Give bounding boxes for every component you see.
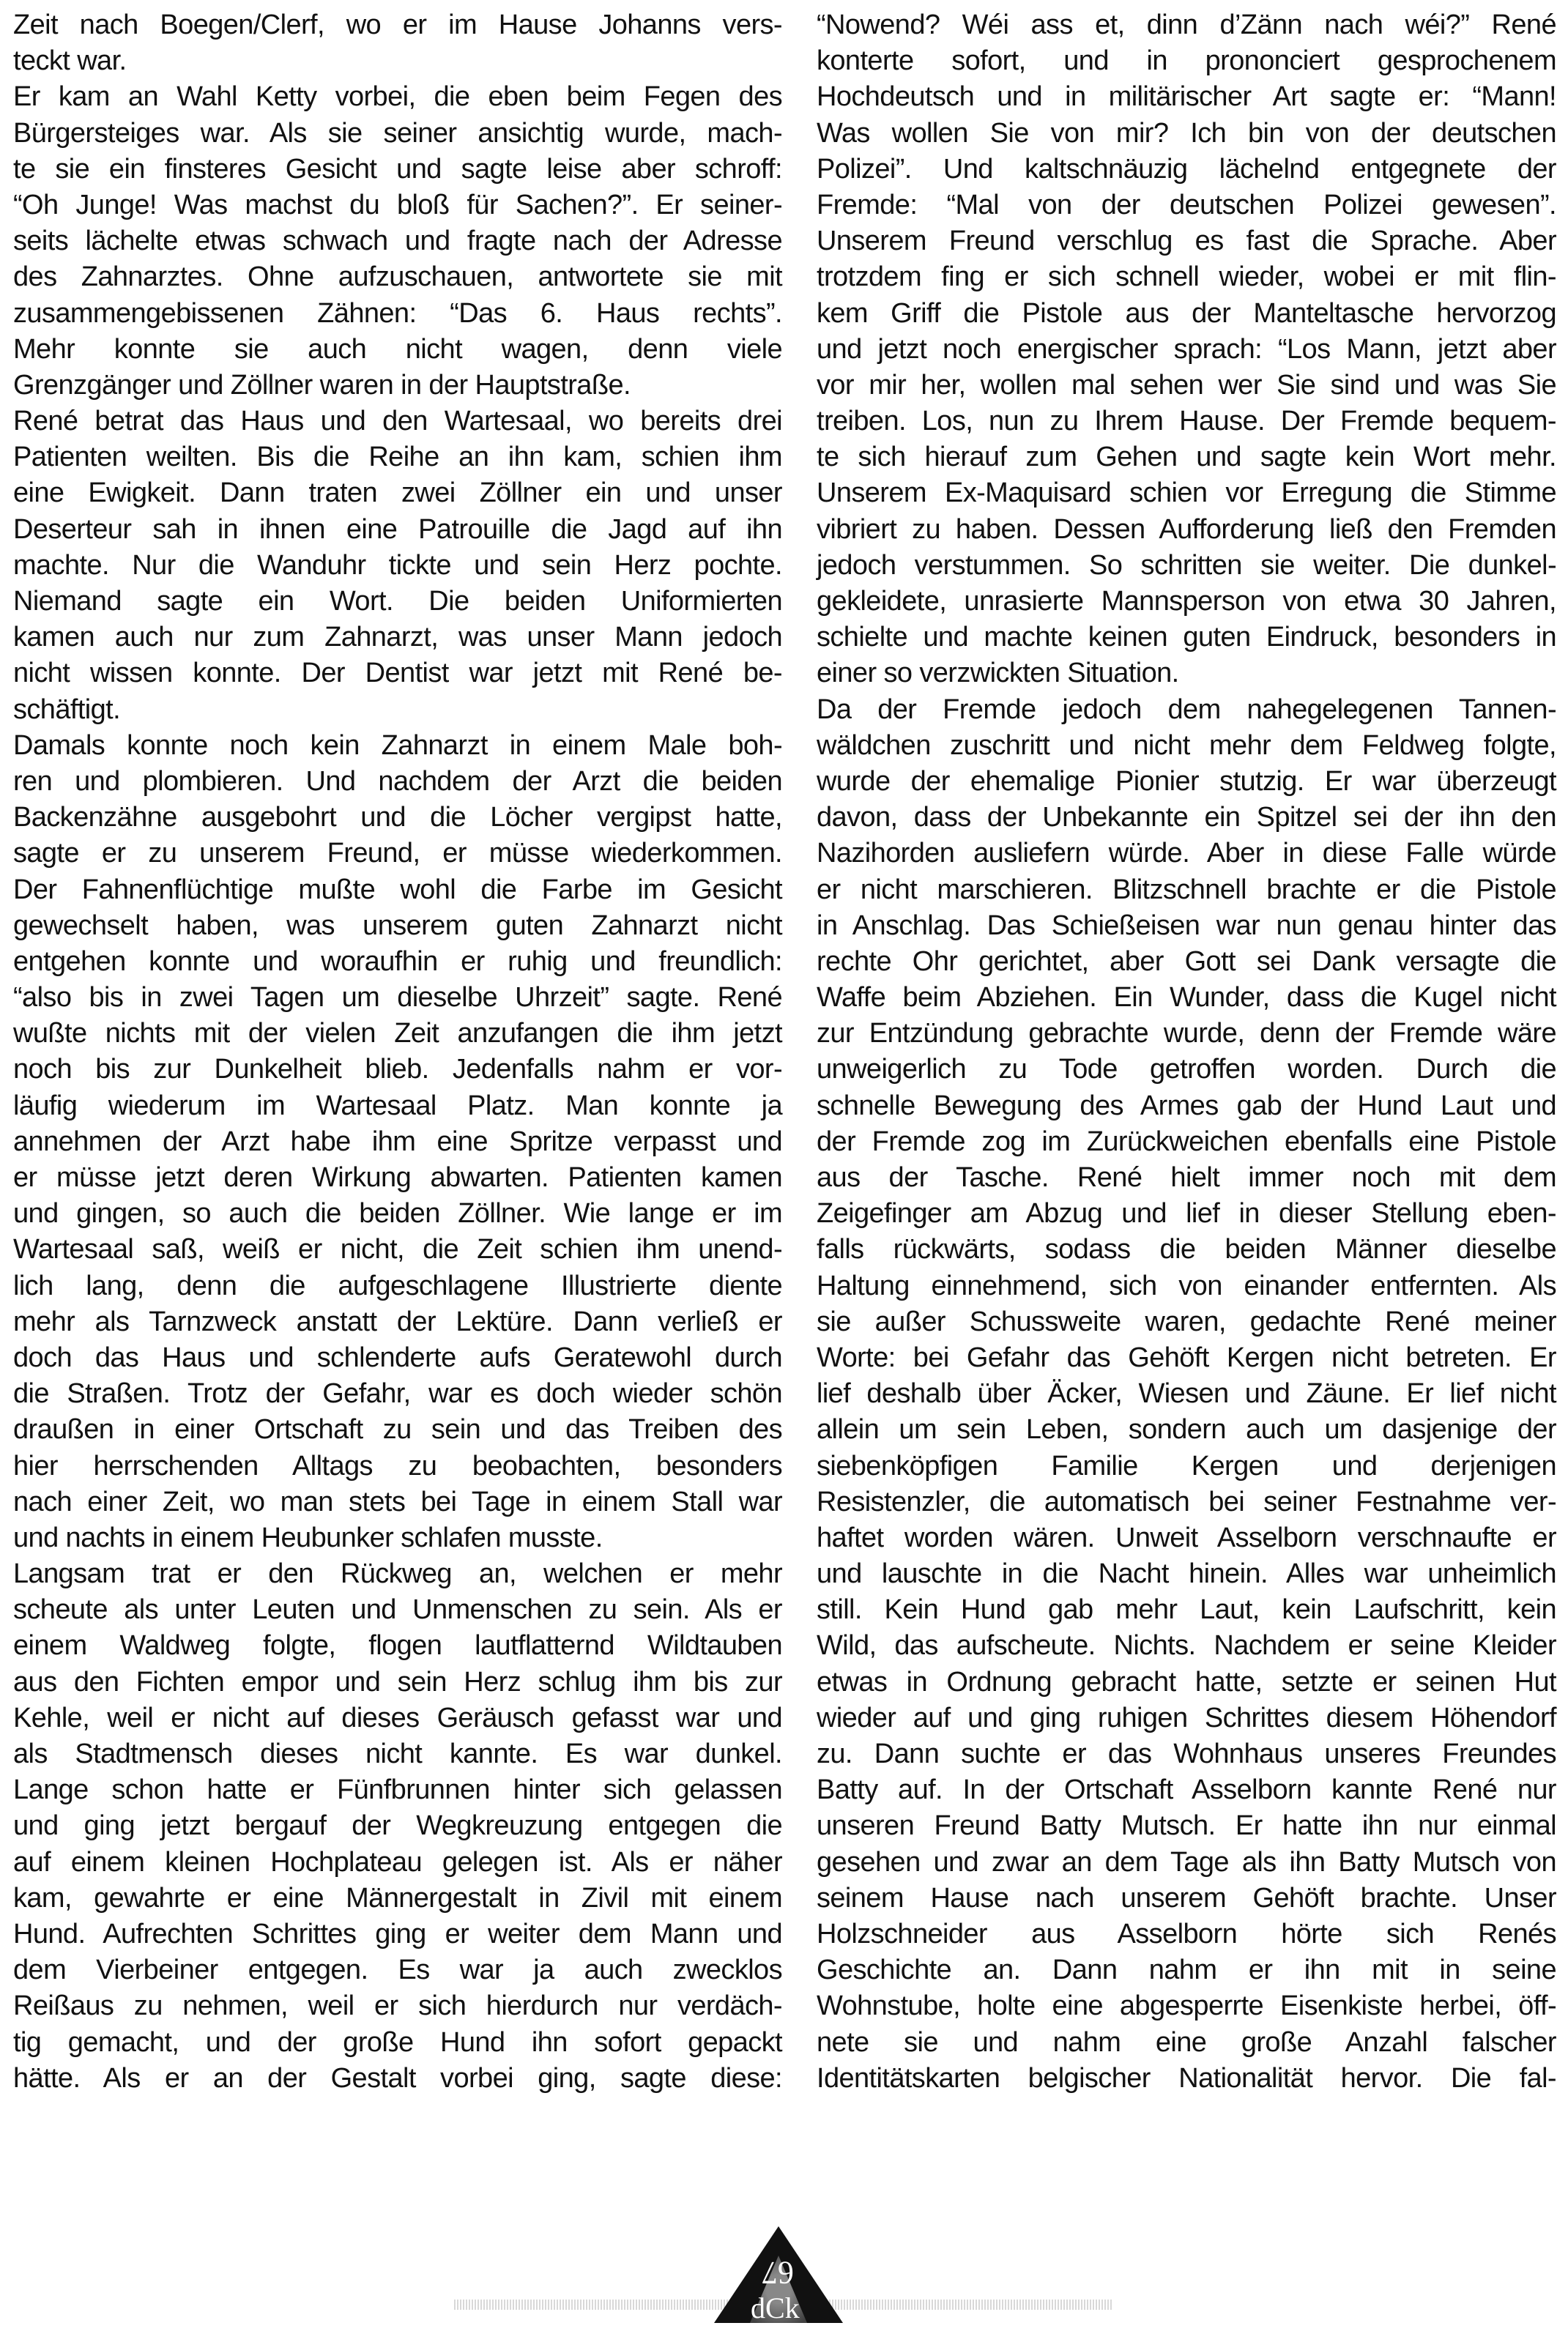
text-line: treiben. Los, nun zu Ihrem Hause. Der Fremde bequem- [817, 406, 1556, 437]
text-line: und lauschte in die Nacht hinein. Alles war unheimlich [817, 1558, 1556, 1590]
text-line: Polizei”. Und kaltschnäuzig lächelnd entgegnete der [817, 153, 1556, 185]
text-line: Worte: bei Gefahr das Gehöft Kergen nicht betreten. Er [817, 1342, 1556, 1373]
text-line: zu. Dann suchte er das Wohnhaus unseres Freundes [817, 1739, 1556, 1769]
text-line: aus den Fichten empor und sein Herz schlug ihm bis zur [13, 1666, 782, 1698]
text-line: gesehen und zwar an dem Tage als ihn Batty Mutsch von [817, 1846, 1556, 1878]
text-line: unseren Freund Batty Mutsch. Er hatte ihn nur einmal [817, 1810, 1556, 1842]
text-line: te sie ein finsteres Gesicht und sagte leise aber schroff: [13, 153, 782, 185]
text-line: Geschichte an. Dann nahm er ihn mit in seine [817, 1955, 1556, 1986]
text-line: er nicht marschieren. Blitzschnell brachte er die Pistole [817, 874, 1556, 905]
text-line: annehmen der Arzt habe ihm eine Spritze verpasst und [13, 1126, 782, 1157]
text-line: aus der Tasche. René hielt immer noch mit dem [817, 1162, 1556, 1193]
text-line: wieder auf und ging ruhigen Schrittes diesem Höhendorf [817, 1702, 1556, 1733]
text-line: und jetzt noch energischer sprach: “Los Mann, jetzt aber [817, 333, 1556, 365]
text-line: Resistenzler, die automatisch bei seiner Festnahme ver- [817, 1486, 1556, 1517]
text-line: Damals konnte noch kein Zahnarzt in einem Male boh- [13, 729, 782, 761]
text-line: und nachts in einem Heubunker schlafen musste. [13, 1522, 603, 1553]
text-line: Identitätskarten belgischer Nationalität hervor. Die fal- [817, 2062, 1556, 2094]
text-line: gekleidete, unrasierte Mannsperson von etwa 30 Jahren, [817, 586, 1556, 617]
text-line: davon, dass der Unbekannte ein Spitzel sei der ihn den [817, 802, 1556, 833]
text-line: “also bis in zwei Tagen um dieselbe Uhrzeit” sagte. René [13, 982, 782, 1014]
text-line: still. Kein Hund gab mehr Laut, kein Laufschritt, kein [817, 1594, 1556, 1626]
text-line: Lange schon hatte er Fünfbrunnen hinter sich gelassen [13, 1774, 782, 1806]
text-line: schnelle Bewegung des Armes gab der Hund Laut und [817, 1090, 1556, 1121]
text-line: machte. Nur die Wanduhr tickte und sein Herz pochte. [13, 549, 782, 581]
text-line: eine Ewigkeit. Dann traten zwei Zöllner ein und unser [13, 477, 782, 509]
text-line: Was wollen Sie von mir? Ich bin von der deutschen [817, 117, 1556, 149]
text-line: auf einem kleinen Hochplateau gelegen ist. Als er näher [13, 1846, 782, 1878]
text-line: te sich hierauf zum Gehen und sagte kein Wort mehr. [817, 442, 1556, 473]
text-line: der Fremde zog im Zurückweichen ebenfalls eine Pistole [817, 1126, 1556, 1157]
text-line: schäftigt. [13, 694, 121, 725]
text-line: René betrat das Haus und den Wartesaal, wo bereits drei [13, 406, 782, 437]
text-line: ren und plombieren. Und nachdem der Arzt die beiden [13, 765, 782, 797]
text-line: draußen in einer Ortschaft zu sein und das Treiben des [13, 1414, 782, 1446]
text-line: “Oh Junge! Was machst du bloß für Sachen?”. Er seiner- [13, 189, 782, 220]
text-line: wäldchen zuschritt und nicht mehr dem Feldweg folgte, [817, 729, 1556, 761]
text-line: vor mir her, wollen mal sehen wer Sie sind und was Sie [817, 369, 1556, 401]
text-line: Wohnstube, holte eine abgesperrte Eisenkiste herbei, öff- [817, 1990, 1556, 2022]
text-line: Bürgersteiges war. Als sie seiner ansichtig wurde, mach- [13, 117, 782, 149]
text-line: noch bis zur Dunkelheit blieb. Jedenfalls nahm er vor- [13, 1054, 782, 1085]
text-line: und ging jetzt bergauf der Wegkreuzung entgegen die [13, 1810, 782, 1842]
text-line: und gingen, so auch die beiden Zöllner. Wie lange er im [13, 1198, 782, 1230]
text-line: Hund. Aufrechten Schrittes ging er weiter dem Mann und [13, 1918, 782, 1949]
text-line: wurde der ehemalige Pionier stutzig. Er war überzeugt [817, 765, 1556, 797]
text-line: als Stadtmensch dieses nicht kannte. Es war dunkel. [13, 1739, 782, 1769]
text-line: Er kam an Wahl Ketty vorbei, die eben beim Fegen des [13, 81, 782, 113]
text-line: tig gemacht, und der große Hund ihn sofort gepackt [13, 2026, 782, 2058]
text-line: einem Waldweg folgte, flogen lautflatternd Wildtauben [13, 1630, 782, 1662]
text-line: rechte Ohr gerichtet, aber Gott sei Dank versagte die [817, 945, 1556, 977]
text-line: Da der Fremde jedoch dem nahegelegenen Tannen- [817, 694, 1556, 725]
text-line: läufig wiederum im Wartesaal Platz. Man konnte ja [13, 1090, 782, 1121]
text-line: lief deshalb über Äcker, Wiesen und Zäune. Er lief nicht [817, 1378, 1556, 1410]
text-line: Waffe beim Abziehen. Ein Wunder, dass die Kugel nicht [817, 982, 1556, 1014]
text-line: etwas in Ordnung gebracht hatte, setzte er seinen Hut [817, 1666, 1556, 1698]
text-line: hätte. Als er an der Gestalt vorbei ging, sagte diese: [13, 2062, 782, 2094]
left-text-column [13, 7, 782, 2097]
text-line: Mehr konnte sie auch nicht wagen, denn viele [13, 333, 782, 365]
text-line: Holzschneider aus Asselborn hörte sich Renés [817, 1918, 1556, 1949]
text-line: nete sie und nahm eine große Anzahl falscher [817, 2026, 1556, 2058]
text-line: mehr als Tarnzweck anstatt der Lektüre. Dann verließ er [13, 1306, 782, 1337]
text-line: gewechselt haben, was unserem guten Zahnarzt nicht [13, 910, 782, 941]
text-line: Haltung einnehmend, sich von einander entfernten. Als [817, 1270, 1556, 1301]
text-line: trotzdem fing er sich schnell wieder, wobei er mit flin- [817, 261, 1556, 293]
text-line: einer so verzwickten Situation. [817, 658, 1179, 689]
text-line: Zeigefinger am Abzug und lief in dieser Stellung eben- [817, 1198, 1556, 1230]
text-line: Batty auf. In der Ortschaft Asselborn kannte René nur [817, 1774, 1556, 1806]
text-line: Niemand sagte ein Wort. Die beiden Uniformierten [13, 586, 782, 617]
text-line: nach einer Zeit, wo man stets bei Tage in einem Stall war [13, 1486, 782, 1517]
text-line: nicht wissen konnte. Der Dentist war jetzt mit René be- [13, 658, 782, 689]
text-line: Wartesaal saß, weiß er nicht, die Zeit schien ihm unend- [13, 1234, 782, 1265]
text-line: er müsse jetzt deren Wirkung abwarten. Patienten kamen [13, 1162, 782, 1193]
text-line: Reißaus zu nehmen, weil er sich hierdurch nur verdäch- [13, 1990, 782, 2022]
text-line: Backenzähne ausgebohrt und die Löcher vergipst hatte, [13, 802, 782, 833]
text-line: Hochdeutsch und in militärischer Art sagte er: “Mann! [817, 81, 1556, 113]
text-line: jedoch verstummen. So schritten sie weiter. Die dunkel- [817, 549, 1556, 581]
text-line: Nazihorden ausliefern würde. Aber in diese Falle würde [817, 838, 1556, 869]
text-line: falls rückwärts, sodass die beiden Männer dieselbe [817, 1234, 1556, 1265]
text-line: wußte nichts mit der vielen Zeit anzufangen die ihm jetzt [13, 1018, 782, 1049]
page-footer [0, 2226, 1568, 2342]
text-line: Der Fahnenflüchtige mußte wohl die Farbe im Gesicht [13, 874, 782, 905]
text-line: siebenköpfigen Familie Kergen und derjenigen [817, 1450, 1556, 1482]
text-line: seinem Hause nach unserem Gehöft brachte. Unser [817, 1882, 1556, 1914]
text-line: seits lächelte etwas schwach und fragte nach der Adresse [13, 226, 782, 257]
text-line: zusammengebissenen Zähnen: “Das 6. Haus rechts”. [13, 297, 782, 329]
page-number: 67 [762, 2255, 794, 2291]
text-line: teckt war. [13, 45, 127, 77]
text-line: konterte sofort, und in prononciert gesprochenem [817, 45, 1556, 77]
text-line: die Straßen. Trotz der Gefahr, war es doch wieder schön [13, 1378, 782, 1410]
text-line: hier herrschenden Alltags zu beobachten, besonders [13, 1450, 782, 1482]
text-line: scheute als unter Leuten und Unmenschen zu sein. Als er [13, 1594, 782, 1626]
text-line: dem Vierbeiner entgegen. Es war ja auch zwecklos [13, 1955, 782, 1986]
text-line: Unserem Freund verschlug es fast die Sprache. Aber [817, 226, 1556, 257]
text-line: zur Entzündung gebrachte wurde, denn der Fremde wäre [817, 1018, 1556, 1049]
text-line: Wild, das aufscheute. Nichts. Nachdem er seine Kleider [817, 1630, 1556, 1662]
text-line: Langsam trat er den Rückweg an, welchen er mehr [13, 1558, 782, 1590]
text-line: kam, gewahrte er eine Männergestalt in Zivil mit einem [13, 1882, 782, 1914]
text-line: kamen auch nur zum Zahnarzt, was unser Mann jedoch [13, 622, 782, 653]
text-line: kem Griff die Pistole aus der Manteltasche hervorzog [817, 297, 1556, 329]
text-line: schielte und machte keinen guten Eindruck, besonders in [817, 622, 1556, 653]
right-text-column [817, 7, 1556, 2097]
text-line: entgehen konnte und woraufhin er ruhig und freundlich: [13, 945, 782, 977]
text-line: sie außer Schussweite waren, gedachte René meiner [817, 1306, 1556, 1337]
text-line: Deserteur sah in ihnen eine Patrouille die Jagd auf ihn [13, 513, 782, 545]
text-line: haftet worden wären. Unweit Asselborn verschnaufte er [817, 1522, 1556, 1553]
text-line: in Anschlag. Das Schießeisen war nun genau hinter das [817, 910, 1556, 941]
text-line: vibriert zu haben. Dessen Aufforderung ließ den Fremden [817, 513, 1556, 545]
text-line: lich lang, denn die aufgeschlagene Illustrierte diente [13, 1270, 782, 1301]
text-line: “Nowend? Wéi ass et, dinn d’Zänn nach wéi?” René [817, 10, 1556, 40]
text-line: Kehle, weil er nicht auf dieses Geräusch gefasst war und [13, 1702, 782, 1733]
text-line: sagte er zu unserem Freund, er müsse wiederkommen. [13, 838, 782, 869]
publisher-logo: dCk [751, 2291, 800, 2324]
text-line: Fremde: “Mal von der deutschen Polizei gewesen”. [817, 189, 1556, 220]
text-line: allein um sein Leben, sondern auch um dasjenige der [817, 1414, 1556, 1446]
text-line: Grenzgänger und Zöllner waren in der Hauptstraße. [13, 369, 631, 401]
text-line: unweigerlich zu Tode getroffen worden. Durch die [817, 1054, 1556, 1085]
text-line: Patienten weilten. Bis die Reihe an ihn kam, schien ihm [13, 442, 782, 473]
text-line: Zeit nach Boegen/Clerf, wo er im Hause Johanns vers- [13, 10, 782, 40]
text-line: des Zahnarztes. Ohne aufzuschauen, antwortete sie mit [13, 261, 782, 293]
text-line: Unserem Ex-Maquisard schien vor Erregung die Stimme [817, 477, 1556, 509]
text-line: doch das Haus und schlenderte aufs Geratewohl durch [13, 1342, 782, 1373]
